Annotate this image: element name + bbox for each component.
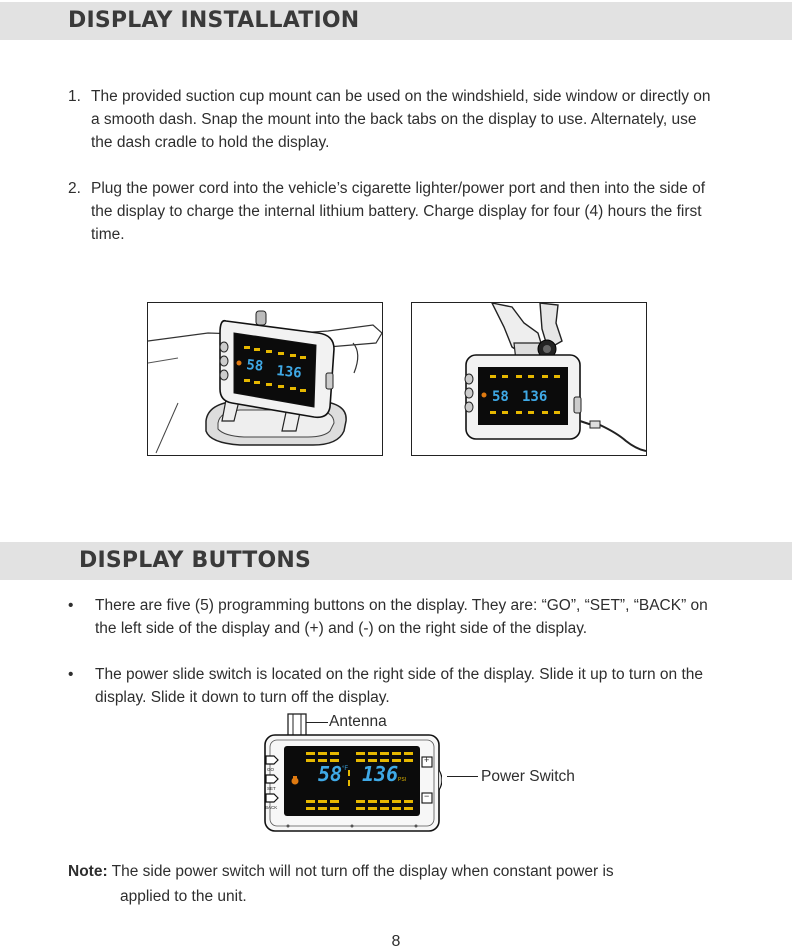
- go-button-label: GO: [267, 767, 275, 772]
- suction-mount-photo: [411, 302, 647, 456]
- step-text: Plug the power cord into the vehicle’s cigarette lighter/power port and then into the side of the display to charge the internal lithium battery. Charge display for four (4) hours the first time.: [91, 180, 706, 243]
- note-text-line1: The side power switch will not turn off the display when constant power is: [111, 863, 614, 880]
- svg-text:136: 136: [275, 363, 303, 382]
- section-header-installation: [0, 2, 792, 40]
- section-header-buttons: [0, 542, 792, 580]
- note-text-line2: applied to the unit.: [120, 888, 247, 905]
- dash-cradle-photo: [147, 302, 383, 456]
- readout-pressure: 136: [362, 762, 399, 786]
- readout-temp-unit: °F: [342, 766, 349, 772]
- step-number: 1.: [68, 88, 81, 105]
- antenna-leader-line: [306, 722, 328, 723]
- buttons-bullet: [68, 594, 728, 640]
- buttons-title: DISPLAY BUTTONS: [79, 548, 312, 573]
- installation-title: DISPLAY INSTALLATION: [68, 8, 360, 33]
- plus-button-label: +: [424, 755, 430, 765]
- back-button-label: BACK: [265, 805, 278, 810]
- power-switch-callout: Power Switch: [481, 768, 575, 785]
- bullet-mark: •: [68, 666, 74, 683]
- installation-step: [68, 177, 718, 246]
- step-text: The provided suction cup mount can be used on the windshield, side window or directly on a smooth dash. Snap the mount into the back tabs on the display to use. Alternately, use the dash cradle to hold the display.: [91, 88, 711, 151]
- note-label: Note:: [68, 863, 108, 880]
- svg-text:58: 58: [245, 357, 265, 375]
- svg-text:58: 58: [492, 389, 509, 405]
- installation-step: [68, 85, 718, 154]
- readout-temp: 58: [318, 762, 343, 786]
- minus-button-label: −: [424, 791, 430, 801]
- bullet-text: The power slide switch is located on the right side of the display. Slide it up to turn on the display. Slide it down to turn off the display.: [95, 666, 703, 706]
- bullet-text: There are five (5) programming buttons on the display. They are: “GO”, “SET”, “BACK” on the left side of the display and (+) and (-) on the right side of the display.: [95, 597, 708, 637]
- buttons-bullet: [68, 663, 728, 709]
- note: [68, 859, 728, 909]
- step-number: 2.: [68, 180, 81, 197]
- svg-text:136: 136: [522, 389, 548, 405]
- set-button-label: SET: [267, 786, 276, 791]
- antenna-callout: Antenna: [329, 713, 387, 730]
- readout-pressure-unit: PSI: [398, 777, 407, 783]
- power-switch-leader-line: [447, 776, 478, 777]
- bullet-mark: •: [68, 597, 74, 614]
- page-number: 8: [391, 933, 401, 950]
